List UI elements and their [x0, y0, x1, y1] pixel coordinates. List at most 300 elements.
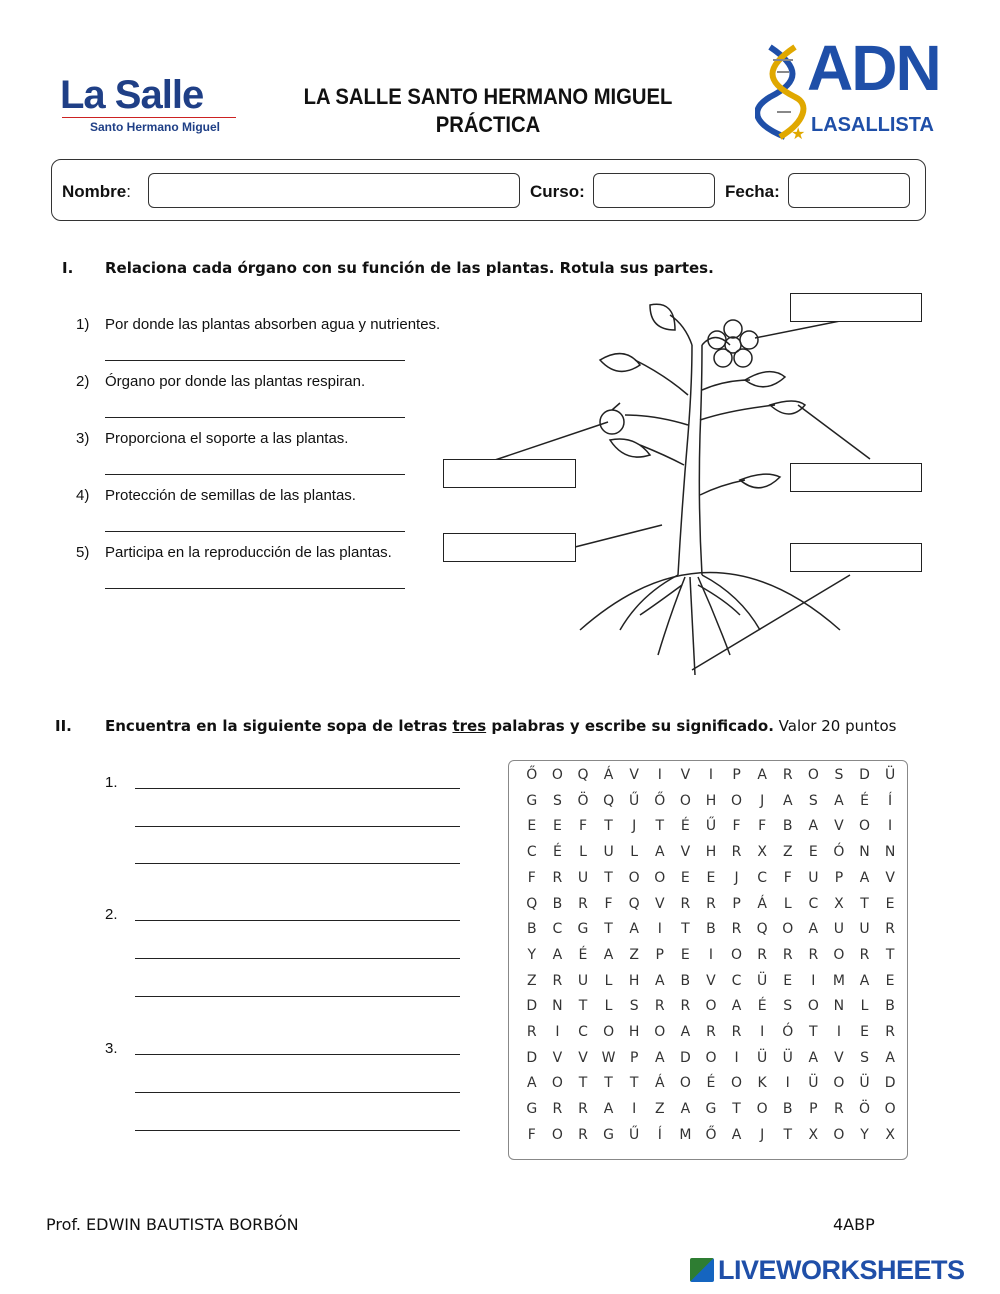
- grid-letter[interactable]: D: [884, 1075, 896, 1092]
- grid-letter[interactable]: L: [783, 895, 792, 912]
- logo-divider: [62, 117, 236, 118]
- grid-letter[interactable]: O: [731, 792, 743, 809]
- grid-letter[interactable]: J: [760, 1126, 765, 1143]
- grid-letter[interactable]: R: [552, 972, 563, 989]
- grid-letter[interactable]: E: [680, 946, 690, 963]
- grid-letter[interactable]: J: [632, 818, 637, 835]
- grid-letter[interactable]: Ő: [654, 792, 666, 809]
- grid-letter[interactable]: B: [706, 921, 716, 938]
- grid-letter[interactable]: E: [783, 972, 793, 989]
- grid-letter[interactable]: R: [680, 895, 691, 912]
- grid-letter[interactable]: F: [527, 869, 536, 886]
- grid-letter[interactable]: Á: [654, 1075, 665, 1092]
- grid-letter[interactable]: U: [603, 844, 614, 861]
- nombre-field[interactable]: [148, 173, 520, 208]
- grid-letter[interactable]: T: [604, 869, 613, 886]
- grid-letter[interactable]: É: [680, 818, 690, 835]
- grid-letter[interactable]: O: [731, 946, 743, 963]
- grid-letter[interactable]: Z: [654, 1101, 665, 1118]
- grid-letter[interactable]: O: [833, 1075, 845, 1092]
- grid-letter[interactable]: T: [604, 1075, 613, 1092]
- grid-letter[interactable]: S: [834, 767, 844, 783]
- grid-letter[interactable]: V: [680, 844, 691, 861]
- grid-letter[interactable]: Q: [628, 895, 640, 912]
- question-number: 2): [76, 373, 90, 390]
- question-text: Proporciona el soporte a las plantas.: [105, 430, 349, 447]
- grid-letter[interactable]: A: [654, 1049, 665, 1066]
- adn-text: ADN: [807, 32, 940, 104]
- grid-letter[interactable]: A: [552, 946, 563, 963]
- grid-letter[interactable]: F: [527, 1126, 536, 1143]
- question-text: Órgano por donde las plantas respiran.: [105, 373, 366, 390]
- answer-number: 3.: [105, 1040, 118, 1057]
- grid-letter[interactable]: Y: [527, 946, 537, 963]
- grid-row: [519, 1024, 904, 1050]
- grid-letter[interactable]: S: [808, 792, 818, 809]
- teacher-name: Prof. EDWIN BAUTISTA BORBÓN: [46, 1215, 299, 1234]
- grid-letter[interactable]: T: [604, 818, 613, 835]
- grid-letter[interactable]: R: [782, 946, 793, 963]
- grid-letter[interactable]: P: [809, 1101, 818, 1118]
- grid-letter[interactable]: E: [706, 869, 716, 886]
- grid-letter[interactable]: G: [526, 1101, 538, 1118]
- grid-letter[interactable]: Q: [756, 921, 768, 938]
- grid-letter[interactable]: É: [552, 844, 562, 861]
- grid-letter[interactable]: O: [807, 767, 819, 783]
- grid-letter[interactable]: I: [734, 1049, 739, 1066]
- grid-letter[interactable]: V: [834, 818, 844, 835]
- grid-letter[interactable]: L: [860, 998, 869, 1015]
- grid-letter[interactable]: B: [885, 998, 895, 1015]
- grid-letter[interactable]: I: [785, 1075, 790, 1092]
- section-2-title: Encuentra en la siguiente sopa de letras tres palabras y escribe su significado. Valor 20 puntos: [105, 717, 897, 735]
- answer-line[interactable]: [135, 826, 460, 827]
- grid-letter[interactable]: Ű: [705, 818, 717, 835]
- grid-letter[interactable]: P: [834, 869, 844, 886]
- question-number: 3): [76, 430, 90, 447]
- grid-letter[interactable]: X: [885, 1126, 895, 1143]
- grid-letter[interactable]: Ű: [629, 1126, 640, 1143]
- fecha-field[interactable]: [788, 173, 910, 208]
- grid-letter[interactable]: U: [859, 921, 870, 938]
- grid-letter[interactable]: A: [731, 998, 742, 1015]
- grid-letter[interactable]: Á: [603, 767, 614, 783]
- grid-letter[interactable]: D: [526, 1049, 538, 1066]
- grid-letter[interactable]: E: [860, 1024, 869, 1040]
- document-type: PRÁCTICA: [435, 112, 541, 137]
- grid-letter[interactable]: É: [860, 792, 869, 809]
- grid-letter[interactable]: Z: [629, 946, 639, 963]
- grid-letter[interactable]: F: [732, 818, 741, 835]
- grid-letter[interactable]: Ü: [757, 972, 768, 989]
- grid-letter[interactable]: F: [783, 869, 792, 886]
- grid-letter[interactable]: R: [808, 946, 819, 963]
- svg-text:★: ★: [791, 124, 806, 142]
- grid-letter[interactable]: K: [757, 1075, 767, 1092]
- grid-letter[interactable]: P: [732, 895, 741, 912]
- grid-letter[interactable]: É: [578, 946, 588, 963]
- grid-letter[interactable]: J: [734, 869, 739, 886]
- grid-row: [519, 844, 904, 870]
- lasallista-text: LASALLISTA: [811, 114, 934, 136]
- grid-letter[interactable]: G: [526, 792, 538, 809]
- grid-letter[interactable]: R: [885, 921, 895, 938]
- grid-letter[interactable]: V: [629, 767, 639, 783]
- liveworksheets-icon: [690, 1258, 714, 1282]
- grid-letter[interactable]: R: [706, 1024, 716, 1040]
- nombre-label: Nombre:: [62, 182, 131, 201]
- grid-letter[interactable]: T: [578, 1075, 588, 1092]
- grid-letter[interactable]: Á: [757, 895, 767, 912]
- grid-letter[interactable]: N: [859, 844, 870, 861]
- grid-letter[interactable]: R: [834, 1101, 844, 1118]
- grid-letter[interactable]: A: [629, 921, 639, 938]
- grid-letter[interactable]: Ü: [884, 767, 896, 783]
- grid-letter[interactable]: V: [552, 1049, 563, 1066]
- answer-line[interactable]: [135, 863, 460, 864]
- grid-letter[interactable]: C: [757, 869, 768, 886]
- answer-number: 1.: [105, 774, 118, 791]
- class-code: 4ABP: [833, 1215, 875, 1234]
- grid-letter[interactable]: B: [680, 972, 691, 989]
- grid-letter[interactable]: Q: [577, 767, 589, 783]
- answer-line[interactable]: [135, 1054, 460, 1055]
- grid-letter[interactable]: Q: [526, 895, 538, 912]
- grid-letter[interactable]: Ű: [629, 792, 640, 809]
- grid-row: [519, 947, 904, 973]
- logo-subtitle: Santo Hermano Miguel: [90, 120, 221, 134]
- grid-row: [519, 1127, 904, 1153]
- question-text: Por donde las plantas absorben agua y nutrientes.: [105, 316, 441, 333]
- grid-letter[interactable]: A: [757, 767, 767, 783]
- grid-letter[interactable]: N: [552, 998, 563, 1015]
- grid-letter[interactable]: A: [654, 844, 665, 861]
- grid-letter[interactable]: B: [782, 1101, 793, 1118]
- grid-letter[interactable]: Z: [782, 844, 793, 861]
- label-box-fruit[interactable]: [443, 459, 576, 488]
- grid-row: [519, 1101, 904, 1127]
- grid-letter[interactable]: S: [552, 792, 562, 809]
- grid-letter[interactable]: B: [782, 818, 793, 835]
- grid-letter[interactable]: A: [603, 946, 614, 963]
- grid-letter[interactable]: O: [551, 1075, 563, 1092]
- grid-letter[interactable]: V: [578, 1049, 588, 1066]
- grid-letter[interactable]: E: [808, 844, 818, 861]
- grid-letter[interactable]: R: [731, 844, 742, 861]
- grid-letter[interactable]: A: [808, 818, 819, 835]
- grid-letter[interactable]: B: [552, 895, 563, 912]
- grid-letter[interactable]: P: [655, 946, 664, 963]
- grid-letter[interactable]: L: [630, 844, 639, 861]
- grid-letter[interactable]: O: [705, 998, 717, 1015]
- school-title: LA SALLE SANTO HERMANO MIGUEL: [303, 84, 673, 109]
- grid-letter[interactable]: I: [632, 1101, 637, 1118]
- grid-row: [519, 870, 904, 896]
- grid-row: [519, 793, 904, 819]
- grid-letter[interactable]: O: [551, 767, 563, 783]
- grid-letter[interactable]: R: [680, 998, 691, 1015]
- grid-letter[interactable]: X: [834, 895, 844, 912]
- grid-letter[interactable]: R: [654, 998, 665, 1015]
- answer-line[interactable]: [135, 958, 460, 959]
- answer-line[interactable]: [135, 1130, 460, 1131]
- grid-letter[interactable]: A: [603, 1101, 614, 1118]
- grid-letter[interactable]: T: [681, 921, 690, 938]
- grid-letter[interactable]: A: [885, 1049, 895, 1066]
- grid-letter[interactable]: N: [884, 844, 896, 861]
- answer-line[interactable]: [135, 996, 460, 997]
- question-text: Protección de semillas de las plantas.: [105, 487, 356, 504]
- grid-letter[interactable]: M: [832, 972, 845, 989]
- grid-letter[interactable]: Í: [888, 792, 893, 809]
- grid-letter[interactable]: O: [705, 1049, 717, 1066]
- grid-letter[interactable]: D: [679, 1049, 691, 1066]
- answer-line[interactable]: [105, 360, 405, 361]
- answer-number: 2.: [105, 906, 118, 923]
- grid-letter[interactable]: I: [811, 972, 816, 989]
- grid-row: [519, 767, 904, 793]
- grid-letter[interactable]: A: [859, 869, 870, 886]
- la-salle-logo: [58, 55, 243, 140]
- grid-letter[interactable]: A: [680, 1024, 691, 1040]
- liveworksheets-logo: [690, 1255, 965, 1285]
- grid-letter[interactable]: T: [783, 1126, 793, 1143]
- grid-letter[interactable]: J: [760, 792, 765, 809]
- grid-letter[interactable]: A: [731, 1126, 742, 1143]
- grid-letter[interactable]: T: [860, 895, 869, 912]
- grid-letter[interactable]: R: [526, 1024, 537, 1040]
- grid-letter[interactable]: Ö: [577, 792, 589, 809]
- grid-letter[interactable]: S: [629, 998, 639, 1015]
- grid-letter[interactable]: C: [578, 1024, 588, 1040]
- grid-letter[interactable]: Z: [527, 972, 537, 989]
- grid-letter[interactable]: Ü: [859, 1075, 870, 1092]
- grid-letter[interactable]: V: [654, 895, 665, 912]
- grid-letter[interactable]: R: [552, 869, 563, 886]
- grid-letter[interactable]: O: [782, 921, 794, 938]
- grid-letter[interactable]: V: [706, 972, 716, 989]
- grid-letter[interactable]: U: [833, 921, 845, 938]
- grid-letter[interactable]: I: [555, 1024, 560, 1040]
- adn-lasallista-logo: [755, 32, 940, 142]
- grid-letter[interactable]: T: [885, 946, 895, 963]
- grid-row: [519, 1075, 904, 1101]
- dna-helix-icon: [755, 42, 810, 142]
- word-search-grid: [508, 760, 908, 1160]
- grid-letter[interactable]: T: [655, 818, 665, 835]
- grid-letter[interactable]: R: [731, 921, 742, 938]
- grid-letter[interactable]: I: [708, 946, 714, 963]
- grid-letter[interactable]: D: [859, 767, 870, 783]
- grid-letter[interactable]: C: [526, 844, 537, 861]
- grid-letter[interactable]: I: [657, 921, 662, 938]
- fecha-label: Fecha:: [725, 182, 780, 201]
- grid-row: [519, 818, 904, 844]
- question-text: Participa en la reproducción de las plantas.: [105, 544, 392, 561]
- grid-letter[interactable]: R: [757, 946, 767, 963]
- grid-letter[interactable]: O: [807, 998, 819, 1015]
- grid-letter[interactable]: A: [808, 921, 819, 938]
- grid-letter[interactable]: L: [604, 998, 613, 1015]
- grid-letter[interactable]: L: [604, 972, 613, 989]
- grid-letter[interactable]: U: [577, 869, 589, 886]
- grid-letter[interactable]: L: [579, 844, 587, 861]
- grid-letter[interactable]: O: [654, 869, 666, 886]
- label-box-flower[interactable]: [790, 293, 922, 322]
- liveworksheets-text: LIVEWORKSHEETS: [718, 1254, 965, 1285]
- label-box-root[interactable]: [790, 543, 922, 572]
- grid-letter[interactable]: T: [732, 1101, 741, 1118]
- grid-letter[interactable]: H: [628, 972, 640, 989]
- grid-letter[interactable]: Ü: [808, 1075, 819, 1092]
- answer-line[interactable]: [105, 474, 405, 475]
- grid-letter[interactable]: Y: [860, 1126, 869, 1143]
- grid-letter[interactable]: R: [552, 1101, 563, 1118]
- grid-letter[interactable]: H: [628, 1024, 640, 1040]
- grid-letter[interactable]: M: [679, 1126, 692, 1143]
- curso-label: Curso:: [530, 182, 585, 201]
- grid-letter[interactable]: G: [603, 1126, 614, 1143]
- grid-letter[interactable]: V: [834, 1049, 844, 1066]
- grid-letter[interactable]: Ő: [705, 1126, 717, 1143]
- answer-line[interactable]: [135, 788, 460, 789]
- grid-letter[interactable]: E: [885, 895, 895, 912]
- grid-letter[interactable]: O: [859, 818, 871, 835]
- grid-letter[interactable]: O: [679, 1075, 691, 1092]
- grid-letter[interactable]: V: [885, 869, 895, 886]
- grid-letter[interactable]: S: [783, 998, 793, 1015]
- label-box-stem[interactable]: [443, 533, 576, 562]
- grid-letter[interactable]: C: [731, 972, 742, 989]
- grid-letter[interactable]: D: [526, 998, 538, 1015]
- grid-letter[interactable]: A: [782, 792, 793, 809]
- grid-letter[interactable]: A: [834, 792, 844, 809]
- grid-letter[interactable]: Ő: [526, 767, 538, 783]
- grid-letter[interactable]: E: [552, 818, 562, 835]
- grid-letter[interactable]: R: [731, 1024, 742, 1040]
- grid-letter[interactable]: R: [578, 1101, 588, 1118]
- grid-letter[interactable]: R: [706, 895, 716, 912]
- curso-field[interactable]: [593, 173, 715, 208]
- grid-letter[interactable]: A: [859, 972, 870, 989]
- grid-letter[interactable]: T: [629, 1075, 639, 1092]
- grid-letter[interactable]: A: [654, 972, 665, 989]
- grid-letter[interactable]: T: [809, 1024, 818, 1040]
- grid-letter[interactable]: H: [705, 792, 717, 809]
- answer-line[interactable]: [105, 417, 405, 418]
- grid-letter[interactable]: R: [885, 1024, 895, 1040]
- grid-letter[interactable]: T: [604, 921, 613, 938]
- grid-row: [519, 973, 904, 999]
- grid-letter[interactable]: P: [732, 767, 741, 783]
- grid-letter[interactable]: É: [706, 1075, 716, 1092]
- grid-letter[interactable]: I: [888, 818, 893, 835]
- grid-letter[interactable]: Q: [603, 792, 615, 809]
- grid-letter[interactable]: A: [808, 1049, 819, 1066]
- grid-letter[interactable]: O: [679, 792, 691, 809]
- grid-letter[interactable]: U: [577, 972, 589, 989]
- grid-letter[interactable]: O: [756, 1101, 768, 1118]
- grid-letter[interactable]: H: [705, 844, 717, 861]
- grid-letter[interactable]: F: [758, 818, 767, 835]
- section-1-number: I.: [62, 259, 74, 277]
- grid-letter[interactable]: O: [628, 869, 640, 886]
- question-number: 4): [76, 487, 90, 504]
- section-2-number: II.: [55, 717, 72, 735]
- grid-letter[interactable]: O: [731, 1075, 743, 1092]
- grid-letter[interactable]: O: [654, 1024, 666, 1040]
- grid-letter[interactable]: R: [578, 1126, 588, 1143]
- answer-line[interactable]: [135, 1092, 460, 1093]
- grid-letter[interactable]: X: [757, 844, 767, 861]
- grid-letter[interactable]: F: [604, 895, 613, 912]
- student-info-box: [51, 159, 926, 221]
- grid-letter[interactable]: T: [578, 998, 588, 1015]
- grid-letter[interactable]: G: [705, 1101, 717, 1118]
- answer-line[interactable]: [135, 920, 460, 921]
- question-number: 1): [76, 316, 90, 333]
- grid-letter[interactable]: P: [629, 1049, 639, 1066]
- answer-line[interactable]: [105, 531, 405, 532]
- grid-letter[interactable]: R: [782, 767, 793, 783]
- grid-letter[interactable]: G: [577, 921, 589, 938]
- grid-letter[interactable]: E: [680, 869, 690, 886]
- grid-letter[interactable]: S: [860, 1049, 869, 1066]
- grid-letter[interactable]: X: [808, 1126, 819, 1143]
- grid-letter[interactable]: V: [680, 767, 691, 783]
- grid-letter[interactable]: A: [680, 1101, 691, 1118]
- label-box-leaf[interactable]: [790, 463, 922, 492]
- grid-letter[interactable]: Ü: [757, 1049, 768, 1066]
- grid-letter[interactable]: B: [526, 921, 537, 938]
- grid-row: [519, 921, 904, 947]
- grid-letter[interactable]: A: [527, 1075, 537, 1092]
- grid-letter[interactable]: Ó: [833, 844, 845, 861]
- grid-letter[interactable]: E: [527, 818, 537, 835]
- grid-letter[interactable]: Ü: [782, 1049, 793, 1066]
- grid-letter[interactable]: E: [885, 972, 895, 989]
- grid-letter[interactable]: N: [833, 998, 845, 1015]
- grid-letter[interactable]: I: [708, 767, 714, 783]
- logo-brand-text: La Salle: [60, 73, 204, 117]
- grid-letter[interactable]: É: [757, 998, 767, 1015]
- grid-letter[interactable]: O: [603, 1024, 615, 1040]
- grid-letter[interactable]: Ö: [859, 1101, 871, 1118]
- grid-letter[interactable]: O: [884, 1101, 896, 1118]
- grid-letter[interactable]: O: [551, 1126, 563, 1143]
- grid-letter[interactable]: W: [601, 1049, 616, 1066]
- grid-letter[interactable]: R: [578, 895, 588, 912]
- grid-letter[interactable]: Í: [657, 1126, 662, 1143]
- grid-letter[interactable]: C: [552, 921, 563, 938]
- grid-letter[interactable]: C: [808, 895, 819, 912]
- grid-letter[interactable]: Ó: [782, 1024, 794, 1040]
- grid-row: [519, 1050, 904, 1076]
- grid-letter[interactable]: F: [578, 818, 588, 835]
- grid-letter[interactable]: O: [833, 946, 845, 963]
- grid-letter[interactable]: I: [836, 1024, 841, 1040]
- question-number: 5): [76, 544, 90, 561]
- grid-letter[interactable]: R: [859, 946, 870, 963]
- grid-letter[interactable]: U: [808, 869, 819, 886]
- answer-line[interactable]: [105, 588, 405, 589]
- grid-letter[interactable]: O: [833, 1126, 845, 1143]
- grid-letter[interactable]: I: [657, 767, 662, 783]
- grid-row: [519, 998, 904, 1024]
- grid-letter[interactable]: I: [760, 1024, 765, 1040]
- grid-row: [519, 896, 904, 922]
- section-1-title: Relaciona cada órgano con su función de las plantas. Rotula sus partes.: [105, 259, 714, 277]
